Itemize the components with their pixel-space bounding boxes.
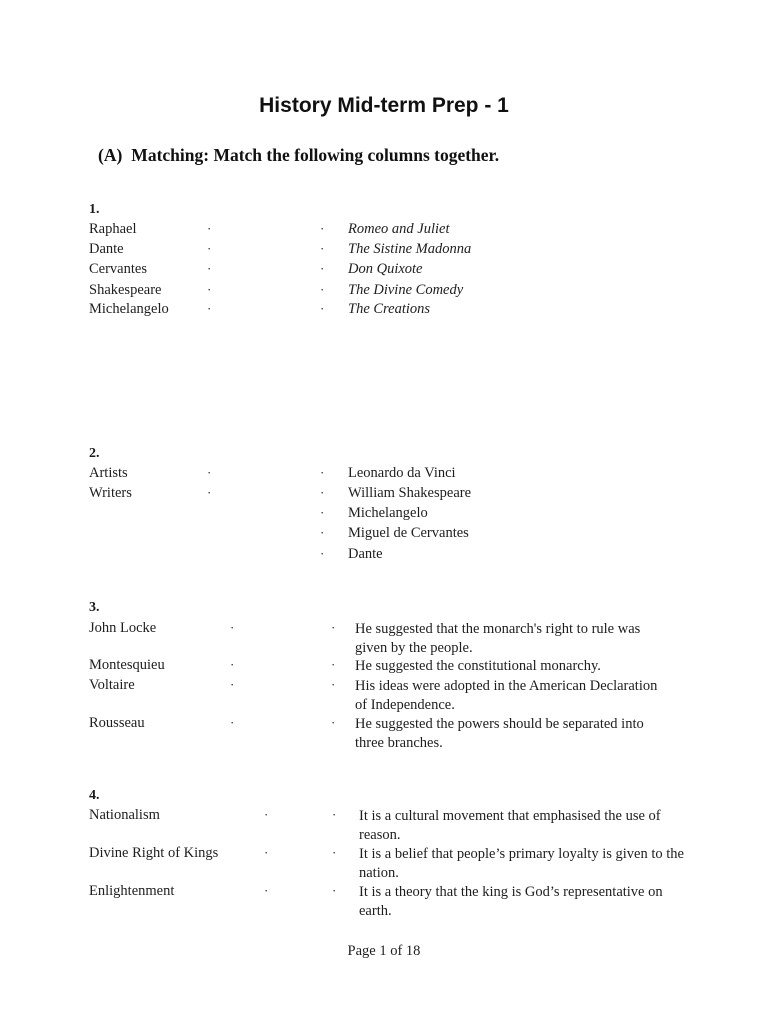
match-dot-left: · [264, 807, 269, 822]
match-dot-right: · [320, 282, 325, 297]
match-dot-left: · [207, 261, 212, 276]
match-left-item: Dante [89, 241, 124, 257]
question-number: 4. [89, 788, 100, 803]
match-dot-left: · [207, 282, 212, 297]
match-left-item: Nationalism [89, 807, 160, 823]
match-dot-left: · [207, 485, 212, 500]
match-right-item: It is a belief that people’s primary loyalty is given to the nation. [359, 846, 684, 881]
match-left-item: Raphael [89, 221, 137, 237]
match-right-item: Dante [348, 546, 383, 562]
question-number: 1. [89, 202, 100, 217]
match-dot-right: · [331, 657, 336, 672]
match-left-item: Cervantes [89, 261, 147, 277]
match-right-item: He suggested the powers should be separated into three branches. [355, 716, 644, 751]
match-left-item: Artists [89, 465, 128, 481]
page-title: History Mid-term Prep - 1 [259, 94, 509, 117]
match-right-item: Romeo and Juliet [348, 221, 450, 237]
match-right-item: The Sistine Madonna [348, 241, 472, 257]
match-dot-right: · [331, 677, 336, 692]
match-dot-right: · [331, 620, 336, 635]
match-dot-left: · [230, 715, 235, 730]
match-right-item: Don Quixote [348, 261, 423, 277]
match-left-item: Enlightenment [89, 883, 175, 899]
match-dot-left: · [207, 301, 212, 316]
match-dot-left: · [264, 845, 269, 860]
match-dot-left: · [207, 465, 212, 480]
match-dot-right: · [320, 525, 325, 540]
match-dot-left: · [230, 657, 235, 672]
match-dot-left: · [230, 620, 235, 635]
match-right-item: William Shakespeare [348, 485, 472, 501]
match-dot-right: · [320, 546, 325, 561]
match-dot-right: · [320, 261, 325, 276]
match-right-item: It is a theory that the king is God’s representative on earth. [359, 884, 663, 919]
page-footer: Page 1 of 18 [347, 943, 421, 959]
match-right-item: Miguel de Cervantes [348, 525, 469, 541]
match-dot-left: · [264, 883, 269, 898]
match-left-item: Voltaire [89, 677, 135, 693]
match-dot-left: · [207, 221, 212, 236]
match-left-item: Michelangelo [89, 301, 169, 317]
match-left-item: Montesquieu [89, 657, 165, 673]
match-right-item: His ideas were adopted in the American Declaration of Independence. [355, 678, 658, 713]
match-dot-right: · [320, 241, 325, 256]
match-dot-left: · [207, 241, 212, 256]
section-number: (A) [98, 145, 123, 165]
match-left-item: Writers [89, 485, 132, 501]
section-heading-text: Matching: Match the following columns together. [131, 145, 500, 165]
match-right-item: The Divine Comedy [348, 282, 464, 298]
match-right-item: It is a cultural movement that emphasised the use of reason. [359, 808, 661, 843]
match-left-item: Divine Right of Kings [89, 845, 219, 861]
match-right-item: He suggested that the monarch's right to rule was given by the people. [355, 621, 641, 656]
match-left-item: Shakespeare [89, 282, 162, 298]
match-left-item: John Locke [89, 620, 157, 636]
match-dot-left: · [230, 677, 235, 692]
match-right-item: Michelangelo [348, 505, 428, 521]
match-left-item: Rousseau [89, 715, 145, 731]
match-dot-right: · [331, 715, 336, 730]
match-dot-right: · [320, 221, 325, 236]
match-dot-right: · [320, 465, 325, 480]
match-right-item: Leonardo da Vinci [348, 465, 456, 481]
question-number: 2. [89, 446, 100, 461]
match-right-item: The Creations [348, 301, 431, 317]
match-dot-right: · [332, 883, 337, 898]
match-dot-right: · [320, 301, 325, 316]
match-dot-right: · [320, 505, 325, 520]
match-dot-right: · [320, 485, 325, 500]
match-right-item: He suggested the constitutional monarchy. [355, 658, 601, 674]
section-heading [98, 145, 499, 166]
question-number: 3. [89, 600, 100, 615]
match-dot-right: · [332, 845, 337, 860]
match-dot-right: · [332, 807, 337, 822]
